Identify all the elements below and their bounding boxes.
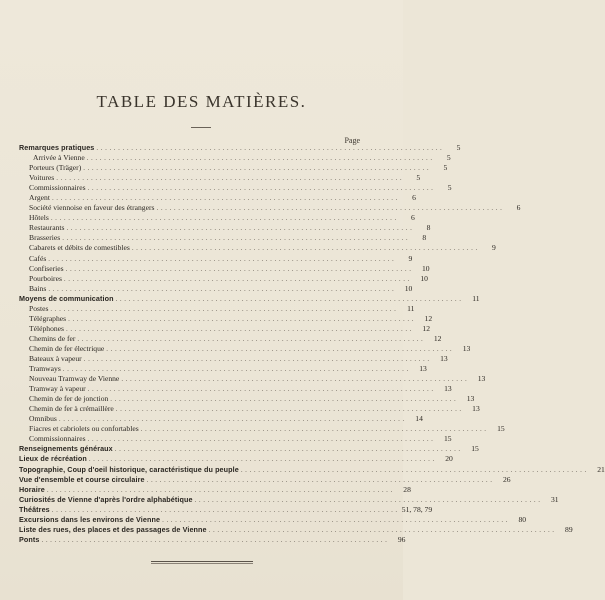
dot-leader: ................................................................................ <box>115 294 464 303</box>
dot-leader: ................................................................................ <box>56 174 405 183</box>
toc-entry-label: Vue d'ensemble et course circulaire <box>19 474 145 484</box>
toc-entry-label: Horaire <box>19 484 45 494</box>
title-divider <box>191 127 211 128</box>
toc-entry <box>19 524 573 535</box>
dot-leader: ................................................................................ <box>96 144 445 152</box>
toc-entry <box>19 424 505 434</box>
dot-leader: ................................................................................ <box>62 234 411 243</box>
toc-entry-page: 5 <box>446 153 451 163</box>
toc-entry-page: 15 <box>471 444 479 454</box>
toc-entry-label: Postes <box>29 303 49 313</box>
toc-entry <box>19 233 427 243</box>
toc-entry-page: 13 <box>466 394 475 404</box>
toc-entry-label: Remarques pratiques <box>19 143 95 152</box>
dot-leader: ................................................................................ <box>66 224 415 233</box>
toc-entry <box>19 293 480 304</box>
toc-entry <box>19 494 559 505</box>
toc-entry-page: 13 <box>477 374 486 384</box>
toc-entry-page: 9 <box>408 253 413 263</box>
toc-entry-label: Brasseries <box>29 233 61 243</box>
toc-entry-label: Argent <box>29 193 50 203</box>
toc-entry-page: 15 <box>497 424 505 434</box>
toc-entry-page: 80 <box>518 514 527 524</box>
dot-leader: ................................................................................ <box>83 354 432 363</box>
toc-entry-label: Omnibus <box>29 414 57 424</box>
dot-leader: ................................................................................ <box>208 525 557 534</box>
toc-entry <box>19 474 511 485</box>
toc-entry <box>19 213 415 223</box>
dot-leader: ................................................................................ <box>86 154 435 163</box>
toc-entry-page: 5 <box>456 143 461 152</box>
toc-entry <box>19 263 430 274</box>
toc-entry-page: 6 <box>412 193 416 203</box>
dot-leader: ................................................................................ <box>114 445 463 454</box>
toc-entry-label: Porteurs (Träger) <box>29 163 82 173</box>
toc-entry-page: 14 <box>415 414 423 424</box>
dot-leader: ................................................................................ <box>106 344 455 353</box>
toc-entry-label: Commissionnaires <box>29 183 86 193</box>
toc-entry <box>19 394 475 404</box>
dot-leader: ................................................................................ <box>65 264 414 273</box>
dot-leader: ................................................................................ <box>146 475 495 484</box>
toc-entry-label: Curiosités de Vienne d'après l'ordre alphabétique <box>19 494 193 504</box>
toc-entry <box>19 464 605 475</box>
toc-entry-page: 11 <box>407 303 415 313</box>
toc-entry <box>19 303 415 314</box>
toc-entry-page: 51, 78, 79 <box>401 504 433 514</box>
toc-entry <box>19 253 413 264</box>
dot-leader: ................................................................................ <box>50 214 399 223</box>
bottom-divider-secondary <box>151 563 253 564</box>
toc-entry <box>19 203 521 213</box>
page-title: TABLE DES MATIÈRES. <box>96 92 307 111</box>
toc-entry-page: 89 <box>565 524 573 534</box>
toc-entry-label: Chemin de fer à crémaillère <box>29 404 114 414</box>
dot-leader: ................................................................................ <box>48 284 397 293</box>
toc-entry <box>19 163 448 173</box>
toc-entry-label: Renseignements généraux <box>19 444 113 454</box>
toc-entry <box>19 384 452 394</box>
toc-entry-label: Cafés <box>29 253 47 263</box>
dot-leader: ................................................................................ <box>48 254 397 263</box>
toc-entry <box>19 434 452 444</box>
table-of-contents <box>19 143 605 545</box>
toc-entry-label: Chemin de fer électrique <box>29 343 105 353</box>
toc-entry <box>19 454 453 464</box>
toc-entry-page: 12 <box>433 333 442 343</box>
dot-leader: ................................................................................ <box>121 375 470 384</box>
toc-entry <box>19 364 427 374</box>
toc-entry <box>19 143 461 153</box>
toc-entry <box>19 343 471 354</box>
toc-entry <box>19 504 433 515</box>
toc-entry-label: Nouveau Tramway de Vienne <box>29 374 120 384</box>
dot-leader: ................................................................................ <box>50 304 399 313</box>
dot-leader: ................................................................................ <box>62 365 411 374</box>
toc-entry <box>19 193 416 203</box>
toc-entry-label: Théâtres <box>19 504 50 514</box>
dot-leader: ................................................................................ <box>63 274 412 283</box>
dot-leader: ................................................................................ <box>87 385 436 394</box>
toc-entry-page: 13 <box>472 404 480 414</box>
toc-entry <box>19 283 413 294</box>
toc-entry-label: Liste des rues, des places et des passages de Vienne <box>19 524 207 534</box>
toc-entry-page: 8 <box>426 223 431 233</box>
toc-entry-label: Hôtels <box>29 213 49 223</box>
toc-entry-page: 26 <box>503 474 511 484</box>
toc-entry-label: Confiseries <box>29 263 64 273</box>
toc-entry <box>19 353 448 364</box>
toc-entry-page: 10 <box>422 263 430 273</box>
dot-leader: ................................................................................ <box>58 415 407 424</box>
dot-leader: ................................................................................ <box>240 465 589 474</box>
toc-entry-label: Moyens de communication <box>19 293 114 303</box>
toc-entry-label: Cabarets et débits de comestibles <box>29 243 130 253</box>
toc-entry-page: 10 <box>420 273 428 283</box>
toc-entry <box>19 374 486 384</box>
toc-entry <box>19 173 421 183</box>
toc-entry <box>19 514 527 525</box>
toc-entry <box>19 153 451 163</box>
toc-entry <box>19 333 442 344</box>
dot-leader: ................................................................................ <box>110 395 459 404</box>
dot-leader: ................................................................................ <box>87 435 436 444</box>
toc-entry-page: 6 <box>516 203 521 213</box>
toc-entry-page: 9 <box>492 243 496 253</box>
toc-entry <box>19 313 433 324</box>
toc-entry-label: Commissionnaires <box>29 434 86 444</box>
toc-entry-label: Pourboires <box>29 273 62 283</box>
toc-entry-label: Tramway à vapeur <box>29 384 86 394</box>
toc-entry-label: Excursions dans les environs de Vienne <box>19 514 161 524</box>
toc-entry <box>19 183 452 193</box>
toc-entry-label: Restaurants <box>29 223 65 233</box>
dot-leader: ................................................................................ <box>83 164 432 173</box>
toc-entry-label: Voitures <box>29 173 55 183</box>
toc-entry-label: Téléphones <box>29 323 65 333</box>
toc-entry-label: Télégraphes <box>29 313 67 323</box>
toc-entry-label: Bains <box>29 283 47 293</box>
toc-entry-page: 13 <box>462 343 471 353</box>
toc-entry-page: 8 <box>422 233 427 243</box>
bottom-divider <box>151 561 253 562</box>
toc-entry <box>19 484 411 495</box>
toc-entry-page: 5 <box>443 163 448 173</box>
toc-entry-page: 5 <box>416 173 421 183</box>
dot-leader: ................................................................................ <box>51 194 400 203</box>
page-column-header: Page <box>344 136 360 145</box>
toc-entry-label: Arrivée à Vienne <box>33 153 85 163</box>
toc-entry-page: 96 <box>397 534 406 544</box>
dot-leader: ................................................................................ <box>162 515 511 524</box>
toc-entry <box>19 404 480 414</box>
dot-leader: ................................................................................ <box>46 485 395 494</box>
toc-entry-page: 12 <box>422 323 431 333</box>
dot-leader: ................................................................................ <box>115 405 464 414</box>
dot-leader: ................................................................................ <box>156 204 505 213</box>
toc-entry-page: 13 <box>419 364 427 374</box>
toc-entry-label: Bateaux à vapeur <box>29 353 82 363</box>
toc-entry <box>19 323 431 334</box>
toc-entry-page: 13 <box>444 384 452 394</box>
toc-entry-label: Topographie, Coup d'oeil historique, caractéristique du peuple <box>19 464 239 474</box>
dot-leader: ................................................................................ <box>66 324 415 333</box>
dot-leader: ................................................................................ <box>194 495 543 504</box>
toc-entry-label: Société viennoise en faveur des étrangers <box>29 203 155 213</box>
toc-entry-page: 13 <box>440 353 448 363</box>
toc-entry-page: 28 <box>403 484 411 494</box>
toc-entry-page: 31 <box>550 494 559 504</box>
toc-entry <box>19 414 423 424</box>
dot-leader: ................................................................................ <box>131 244 480 253</box>
toc-entry <box>19 243 496 253</box>
toc-entry-page: 21 <box>597 464 605 474</box>
toc-entry-page: 10 <box>404 283 413 293</box>
toc-entry <box>19 444 479 454</box>
toc-entry-page: 6 <box>411 213 415 223</box>
toc-entry-label: Tramways <box>29 364 61 374</box>
toc-entry <box>19 223 431 233</box>
toc-entry-page: 12 <box>424 313 433 323</box>
toc-entry <box>19 534 406 545</box>
dot-leader: ................................................................................ <box>140 425 489 434</box>
dot-leader: ................................................................................ <box>51 505 400 514</box>
toc-entry-label: Chemin de fer de jonction <box>29 394 109 404</box>
toc-entry-label: Fiacres et cabriolets ou confortables <box>29 424 139 434</box>
dot-leader: ................................................................................ <box>41 535 390 544</box>
dot-leader: ................................................................................ <box>68 314 417 323</box>
toc-entry-label: Ponts <box>19 534 40 544</box>
toc-entry-label: Lieux de récréation <box>19 454 87 464</box>
toc-entry-page: 11 <box>472 293 480 303</box>
dot-leader: ................................................................................ <box>87 184 436 193</box>
toc-entry <box>19 273 428 284</box>
toc-entry-page: 20 <box>445 454 453 464</box>
toc-entry-page: 15 <box>443 434 452 444</box>
toc-entry-label: Chemins de fer <box>29 333 76 343</box>
dot-leader: ................................................................................ <box>77 334 426 343</box>
dot-leader: ................................................................................ <box>88 455 437 464</box>
toc-entry-page: 5 <box>447 183 452 193</box>
